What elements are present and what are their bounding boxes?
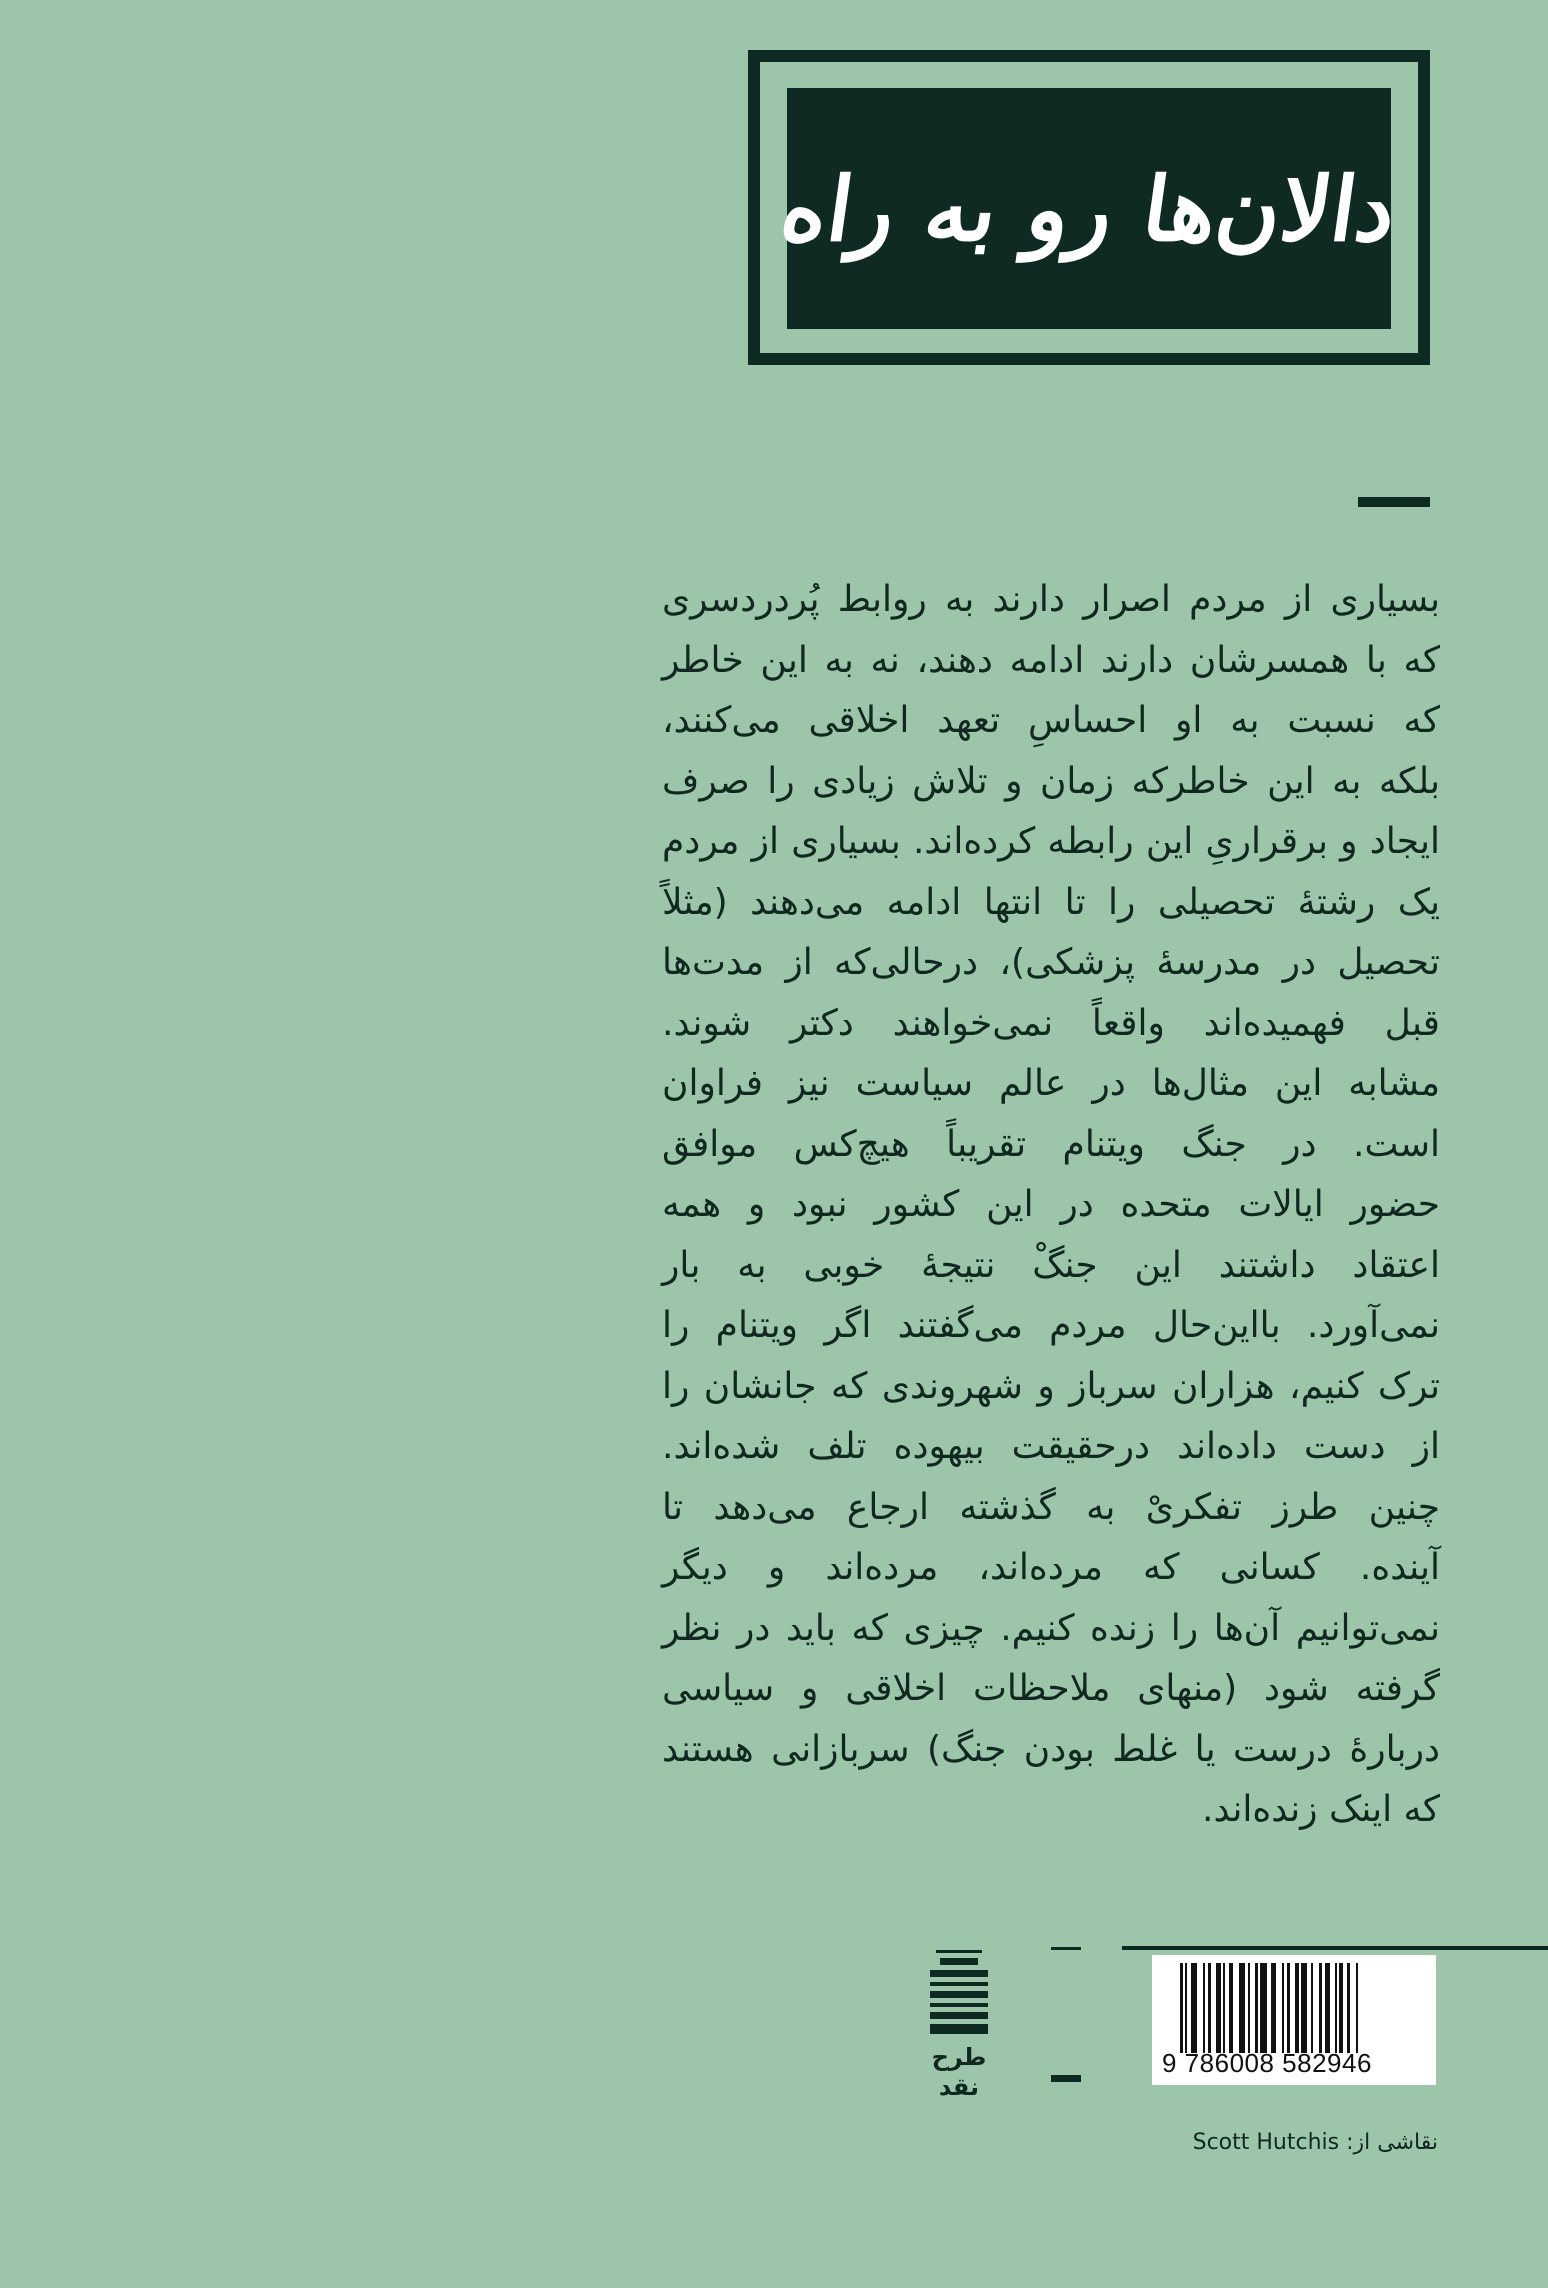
publisher-name: طرح نقد	[931, 2043, 987, 2101]
barcode-bar	[1311, 1963, 1313, 2053]
blurb-line: بلکه به این خاطرکه زمان و تلاش زیادی را صرف	[662, 760, 1440, 802]
blurb-line: گرفته شود (منهای ملاحظات اخلاقی و سیاسی	[662, 1668, 1440, 1709]
blurb-line: یک رشتهٔ تحصیلی را تا انتها ادامه می‌دهند (مثلاً	[662, 881, 1440, 923]
title-panel	[775, 88, 1403, 329]
title-frame	[748, 50, 1430, 365]
blurb-line: بسیاری از مردم اصرار دارند به روابط پُردردسری	[662, 579, 1440, 620]
barcode-bar	[1295, 1963, 1299, 2053]
blurb-line: چنین طرز تفکریْ به گذشته ارجاع می‌دهد تا	[662, 1486, 1440, 1528]
barcode-bar	[1191, 1963, 1197, 2053]
blurb-line: ایجاد و برقراریِ این رابطه کرده‌اند. بسیاری از مردم	[662, 821, 1440, 862]
blurb-line: تحصیل در مدرسهٔ پزشکی)، درحالی‌که از مدت‌ها	[662, 942, 1440, 983]
blurb-line: حضور ایالات متحده در این کشور نبود و همه	[662, 1184, 1440, 1225]
blurb-line: است. در جنگ ویتنام تقریباً هیچ‌کس موافق	[662, 1123, 1440, 1165]
blurb-line: دربارهٔ درست یا غلط بودن جنگ) سربازانی هستند	[662, 1728, 1440, 1770]
illustration-credit	[1193, 2130, 1438, 2155]
barcode-bar	[1185, 1963, 1187, 2053]
blurb-line: نمی‌آورد. بااین‌حال مردم می‌گفتند اگر ویتنام را	[662, 1305, 1440, 1346]
divider-dash	[1358, 497, 1430, 507]
blurb-line: نمی‌توانیم آن‌ها را زنده کنیم. چیزی که باید در نظر	[662, 1607, 1440, 1649]
isbn-barcode	[1152, 1955, 1436, 2085]
barcode-bar	[1335, 1963, 1337, 2053]
blurb-line: اعتقاد داشتند این جنگْ نتیجهٔ خوبی به بار	[662, 1244, 1440, 1286]
blurb-text	[662, 570, 1440, 1841]
publisher-logo	[930, 1950, 988, 2102]
barcode-bar	[1356, 1963, 1358, 2053]
book-title: دالان‌ها رو به راه	[775, 156, 1403, 261]
blurb-line: مشابه این مثال‌ها در عالم سیاست نیز فراوان	[662, 1063, 1440, 1104]
blurb-line: ترک کنیم، هزاران سرباز و شهروندی که جانشان را	[662, 1365, 1440, 1407]
blurb-line: آینده. کسانی که مرده‌اند، مرده‌اند و دیگر	[662, 1547, 1440, 1588]
barcode-bar	[1260, 1963, 1267, 2053]
barcode-bar	[1325, 1963, 1330, 2053]
credit-label: نقاشی از:	[1346, 2130, 1438, 2155]
barcode-bar	[1229, 1963, 1233, 2053]
barcode-bar	[1282, 1963, 1284, 2053]
blurb-line: که اینک زنده‌اند.	[1202, 1789, 1440, 1830]
blurb-line: از دست داده‌اند درحقیقت بیهوده تلف شده‌اند.	[662, 1426, 1440, 1467]
barcode-bar	[1319, 1963, 1322, 2053]
divider-dash-small	[1051, 1947, 1081, 1950]
blurb-line: قبل فهمیده‌اند واقعاً نمی‌خواهند دکتر شوند.	[662, 1002, 1440, 1044]
barcode-bar	[1301, 1963, 1307, 2053]
credit-artist: Scott Hutchis	[1192, 2130, 1340, 2155]
barcode-bar	[1180, 1963, 1183, 2053]
publisher-emblem-icon	[930, 1950, 988, 2034]
blurb-line: که با همسرشان دارند ادامه دهند، نه به این خاطر	[662, 639, 1440, 681]
barcode-bar	[1223, 1963, 1225, 2053]
barcode-bar	[1255, 1963, 1258, 2053]
barcode-bar	[1248, 1963, 1250, 2053]
divider-line	[1122, 1946, 1548, 1950]
barcode-bar	[1216, 1963, 1221, 2053]
barcode-bar	[1339, 1963, 1343, 2053]
blurb-line: که نسبت به او احساسِ تعهد اخلاقی می‌کنند،	[662, 700, 1440, 741]
barcode-bar	[1271, 1963, 1276, 2053]
barcode-bar	[1239, 1963, 1245, 2053]
barcode-bar	[1287, 1963, 1290, 2053]
barcode-bar	[1347, 1963, 1350, 2053]
divider-dash-small	[1051, 2075, 1081, 2082]
barcode-bar	[1208, 1963, 1211, 2053]
barcode-bar	[1203, 1963, 1205, 2053]
isbn-number: 9 786008 582946	[1162, 2048, 1372, 2078]
